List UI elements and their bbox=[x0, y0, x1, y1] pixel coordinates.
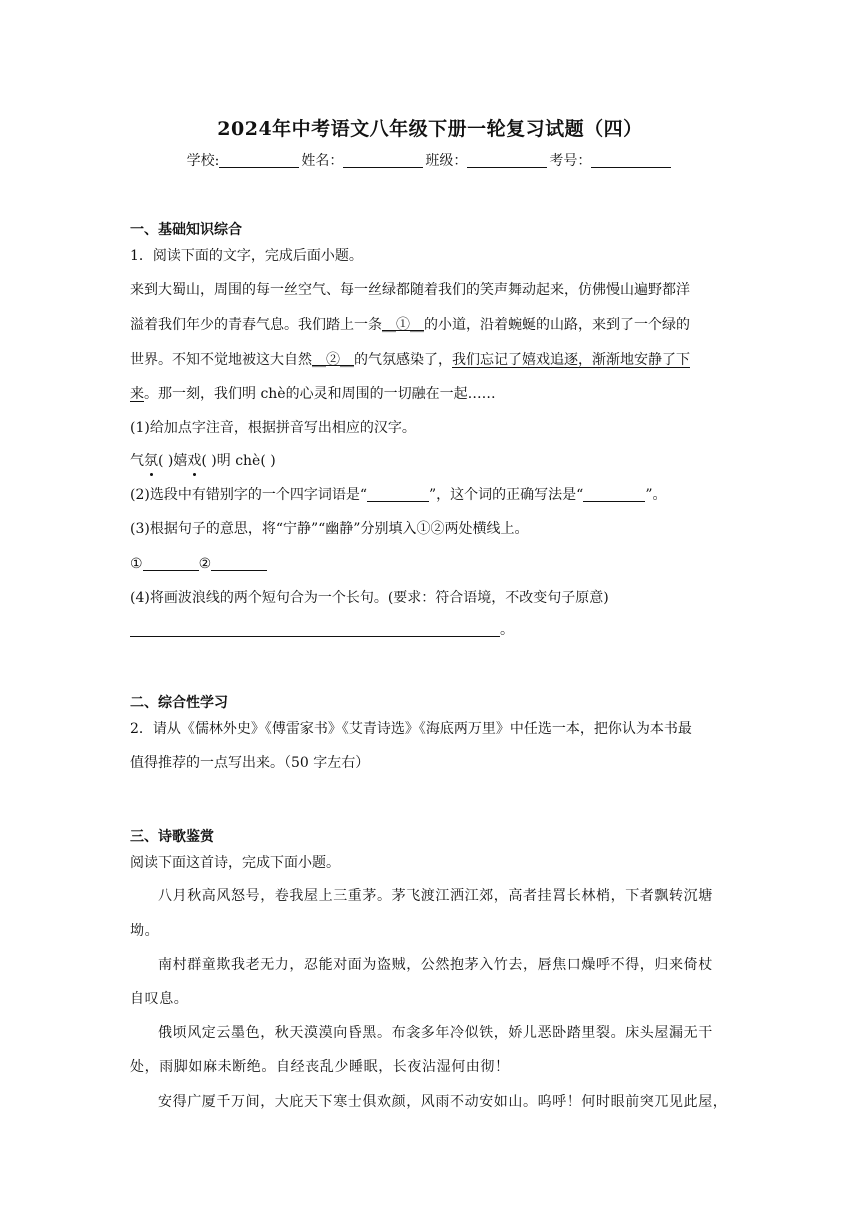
emphasis-dot bbox=[193, 473, 196, 476]
q1-intro: 1．阅读下面的文字，完成后面小题。 bbox=[130, 248, 363, 264]
poem-line: 安得广厦千万间，大庇天下寒士俱欢颜，风雨不动安如山。呜呼！何时眼前突兀见此屋， bbox=[158, 1094, 728, 1110]
name-label: 姓名： bbox=[301, 153, 344, 169]
class-field[interactable] bbox=[467, 153, 547, 168]
dotted-char-text: 戏 bbox=[187, 453, 202, 469]
sub-question-2 bbox=[130, 485, 730, 505]
q2-line-1: 2．请从《儒林外史》《傅雷家书》《艾青诗选》《海底两万里》中任选一本，把你认为本书最 bbox=[130, 721, 692, 737]
school-field[interactable] bbox=[219, 153, 299, 168]
dotted-char bbox=[144, 451, 158, 471]
name-field[interactable] bbox=[343, 153, 423, 168]
question-text: ”。 bbox=[645, 487, 667, 503]
answer-blank[interactable] bbox=[130, 622, 500, 637]
poem-intro: 阅读下面这首诗，完成下面小题。 bbox=[130, 855, 340, 871]
answer-blank[interactable] bbox=[143, 556, 199, 571]
passage-line-3 bbox=[130, 350, 730, 370]
wavy-sentence-end: 来 bbox=[130, 386, 144, 402]
char-text: ( )明 chè( ) bbox=[201, 453, 276, 469]
passage-line-2 bbox=[130, 315, 730, 335]
poem-line: 自叹息。 bbox=[130, 991, 189, 1007]
passage-text: 的小道，沿着蜿蜒的山路，来到了一个绿的 bbox=[424, 317, 690, 333]
poem-line: 处，雨脚如麻未断绝。自经丧乱少睡眠，长夜沾湿何由彻！ bbox=[130, 1059, 510, 1075]
answer-blank[interactable] bbox=[367, 487, 429, 502]
poem-line: 八月秋高风怒号，卷我屋上三重茅。茅飞渡江洒江郊，高者挂罥长林梢，下者飘转沉塘 bbox=[158, 888, 713, 904]
question-text: (2)选段中有错别字的一个四字词语是“ bbox=[130, 487, 367, 503]
passage-text: 。那一刻，我们明 chè的心灵和周围的一切融在一起…… bbox=[144, 386, 496, 402]
char-text: 气 bbox=[130, 453, 144, 469]
sub-question-4: (4)将画波浪线的两个短句合为一个长句。(要求：符合语境，不改变句子原意) bbox=[130, 590, 609, 606]
answer-blank[interactable] bbox=[211, 556, 267, 571]
number-label: 考号： bbox=[549, 153, 592, 169]
poem-line: 坳。 bbox=[130, 923, 160, 939]
school-label: 学校: bbox=[186, 153, 220, 169]
passage-text: 溢着我们年少的青春气息。我们踏上一条 bbox=[130, 317, 382, 333]
sub-question-1-blanks bbox=[130, 451, 730, 471]
class-label: 班级： bbox=[425, 153, 468, 169]
dotted-char-text: 氛 bbox=[144, 453, 158, 469]
circle-number: ② bbox=[198, 556, 212, 572]
sub-question-1: (1)给加点字注音，根据拼音写出相应的汉字。 bbox=[130, 420, 416, 436]
q2-line-2: 值得推荐的一点写出来。（50 字左右） bbox=[130, 755, 370, 771]
passage-line-1: 来到大蜀山，周围的每一丝空气、每一丝绿都随着我们的笑声舞动起来，仿佛慢山遍野都洋 bbox=[130, 282, 690, 298]
student-info-line bbox=[0, 150, 860, 170]
section-3-heading: 三、诗歌鉴赏 bbox=[130, 829, 214, 845]
dotted-char bbox=[187, 451, 201, 471]
section-2-heading: 二、综合性学习 bbox=[130, 695, 228, 711]
page-title: 2024年中考语文八年级下册一轮复习试题（四） bbox=[217, 118, 643, 140]
sub-question-3-blanks bbox=[130, 554, 730, 574]
char-text: ( )嬉 bbox=[158, 453, 188, 469]
poem-line: 南村群童欺我老无力，忍能对面为盗贼，公然抱茅入竹去，唇焦口燥呼不得，归来倚杖 bbox=[158, 957, 713, 973]
sub-question-3: (3)根据句子的意思，将“宁静”“幽静”分别填入①②两处横线上。 bbox=[130, 521, 529, 537]
emphasis-dot bbox=[150, 473, 153, 476]
number-field[interactable] bbox=[591, 153, 671, 168]
sub-question-4-answer bbox=[130, 620, 730, 640]
passage-text: 的气氛感染了， bbox=[354, 352, 452, 368]
poem-line: 俄顷风定云墨色，秋天漠漠向昏黑。布衾多年冷似铁，娇儿恶卧踏里裂。床头屋漏无干 bbox=[158, 1025, 713, 1041]
passage-line-4 bbox=[130, 384, 730, 404]
circle-number: ① bbox=[130, 556, 143, 572]
passage-text: 世界。不知不觉地被这大自然 bbox=[130, 352, 312, 368]
wavy-sentence: 我们忘记了嬉戏追逐，渐渐地安静了下 bbox=[452, 352, 690, 368]
blank-2: __②__ bbox=[312, 352, 354, 368]
answer-blank[interactable] bbox=[583, 487, 645, 502]
question-text: ”，这个词的正确写法是“ bbox=[429, 487, 584, 503]
question-text: 。 bbox=[500, 622, 514, 638]
blank-1: __①__ bbox=[382, 317, 424, 333]
section-1-heading: 一、基础知识综合 bbox=[130, 222, 242, 238]
